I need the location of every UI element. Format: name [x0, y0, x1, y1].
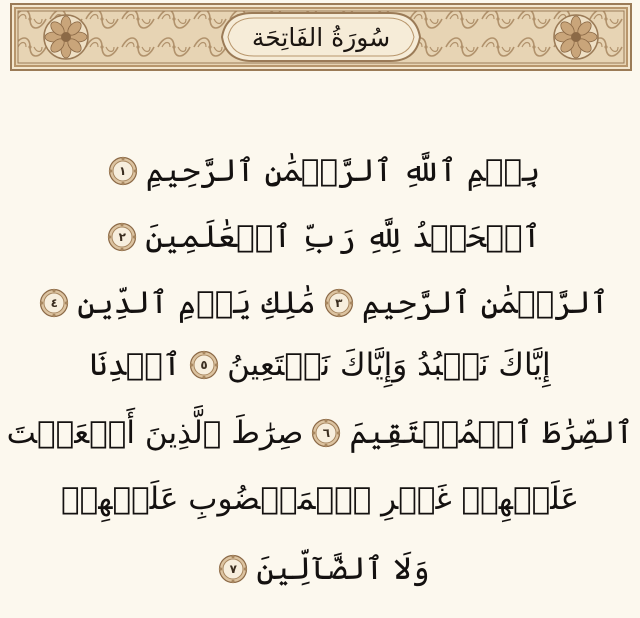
ayah-end-marker-icon: [107, 222, 137, 252]
ayah-number: ٧: [229, 562, 237, 576]
verse-line: [0, 274, 640, 332]
verse-text: صِرَٰطَ ٱلَّذِينَ أَنۡعَمۡتَ: [6, 415, 304, 451]
verse-text: بِسۡمِ ٱللَّهِ ٱلرَّحۡمَٰنِ ٱلرَّحِيمِ: [145, 153, 541, 189]
ayah-end-marker-icon: [324, 288, 354, 318]
verse-text: ٱهۡدِنَا: [89, 347, 182, 383]
verse-text: وَلَا ٱلضَّآلِّينَ: [256, 551, 430, 587]
verse-line: [0, 208, 640, 266]
ayah-end-marker-icon: [39, 288, 69, 318]
ayah-number: ٤: [50, 296, 58, 310]
floral-rosette-icon: [554, 15, 598, 59]
surah-header-banner: [10, 3, 632, 71]
verse-line: [0, 540, 640, 598]
verse-text: ٱلۡحَمۡدُ لِلَّهِ رَبِّ ٱلۡعَٰلَمِينَ: [145, 219, 541, 255]
verse-text: ٱلرَّحۡمَٰنِ ٱلرَّحِيمِ: [361, 285, 609, 321]
surah-title-container: [228, 14, 414, 60]
verse-text: إِيَّاكَ نَعۡبُدُ وَإِيَّاكَ نَسۡتَعِينُ: [227, 347, 551, 383]
verse-text: عَلَيۡهِمۡ غَيۡرِ ٱلۡمَغۡضُوبِ عَلَيۡهِمۡ: [60, 481, 580, 517]
ayah-number: ٥: [200, 358, 208, 372]
floral-rosette-icon: [44, 15, 88, 59]
surah-title: سُورَةُ الفَاتِحَة: [251, 22, 391, 52]
ayah-end-marker-icon: [218, 554, 248, 584]
verse-line: [0, 142, 640, 200]
verse-line: [0, 336, 640, 394]
verse-line: [0, 404, 640, 462]
ayah-end-marker-icon: [108, 156, 138, 186]
ayah-end-marker-icon: [311, 418, 341, 448]
verse-text: مَٰلِكِ يَوۡمِ ٱلدِّينِ: [77, 285, 316, 321]
ayah-number: ٢: [118, 230, 126, 244]
verse-line: [0, 470, 640, 528]
verse-text: ٱلصِّرَٰطَ ٱلۡمُسۡتَقِيمَ: [349, 415, 634, 451]
ayah-number: ٣: [335, 296, 343, 310]
ayah-end-marker-icon: [189, 350, 219, 380]
ayah-number: ١: [119, 164, 127, 178]
ayah-number: ٦: [322, 426, 331, 440]
